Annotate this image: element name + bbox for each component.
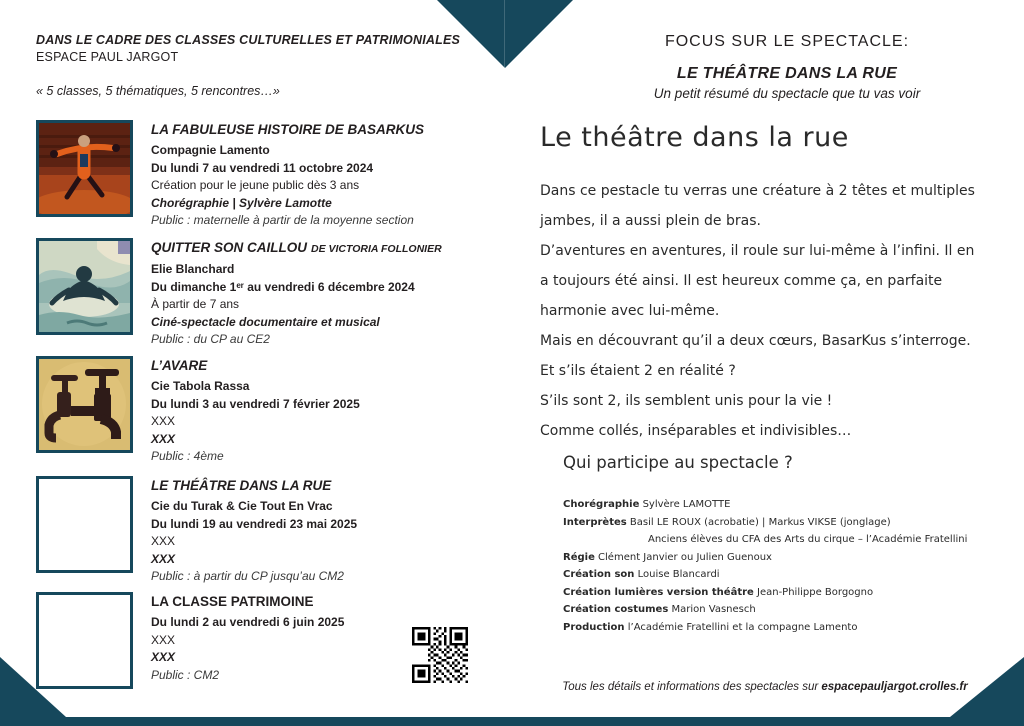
credit-line: Création costumes Marion Vasnesch	[563, 604, 756, 615]
show-dates: Du lundi 7 au vendredi 11 octobre 2024	[151, 160, 374, 175]
venue-name: ESPACE PAUL JARGOT	[36, 50, 179, 64]
description-paragraph: Comme collés, inséparables et indivisibles…	[540, 423, 852, 439]
show-details	[151, 238, 519, 349]
show-genre: XXX	[151, 551, 176, 566]
silhouette-illustration	[39, 241, 130, 332]
show-entry-theatre-dans-la-rue	[36, 476, 519, 586]
handwritten-title: Le théâtre dans la rue	[540, 122, 849, 153]
show-info: XXX	[151, 534, 176, 548]
footer-note	[540, 681, 990, 693]
show-title: LA FABULEUSE HISTOIRE DE BASARKUS	[151, 122, 425, 137]
show-company: Cie Tabola Rassa	[151, 379, 250, 393]
show-details	[151, 476, 519, 586]
show-genre: XXX	[151, 431, 176, 446]
website-url: espacepauljargot.crolles.fr	[821, 681, 968, 693]
participants-question: Qui participe au spectacle ?	[563, 453, 793, 472]
show-genre: Chorégraphie | Sylvère Lamotte	[151, 195, 332, 210]
show-thumbnail	[36, 238, 133, 335]
credit-line: Chorégraphie Sylvère LAMOTTE	[563, 499, 731, 510]
show-audience: Public : 4ème	[151, 449, 224, 463]
description-paragraph: Et s’ils étaient 2 en réalité ?	[540, 363, 736, 379]
show-entry-avare	[36, 356, 519, 466]
credit-line: Production l’Académie Fratellini et la compagne Lamento	[563, 621, 858, 633]
show-description	[540, 176, 985, 446]
show-title: L’AVARE	[151, 358, 208, 373]
show-dates: Du dimanche 1ᵉʳ au vendredi 6 décembre 2024	[151, 279, 415, 294]
show-audience: Public : maternelle à partir de la moyenne section	[151, 213, 414, 227]
empty-thumbnail-placeholder	[36, 592, 133, 689]
focus-label: FOCUS SUR LE SPECTACLE:	[664, 33, 910, 50]
fold-line	[504, 0, 505, 68]
show-audience: Public : à partir du CP jusqu’au CM2	[151, 569, 344, 583]
show-dates: Du lundi 2 au vendredi 6 juin 2025	[151, 615, 345, 629]
show-audience: Public : du CP au CE2	[151, 332, 270, 346]
show-info: XXX	[151, 632, 176, 647]
show-entry-quitter-son-caillou	[36, 238, 519, 349]
faucets-photo	[39, 359, 130, 450]
credit-line: Régie Clément Janvier ou Julien Guenoux	[563, 551, 772, 563]
credit-line: Création son Louise Blancardi	[563, 569, 720, 580]
show-company: Cie du Turak & Cie Tout En Vrac	[151, 499, 333, 513]
show-title: LA CLASSE PATRIMOINE	[151, 594, 314, 609]
show-entry-basarkus	[36, 120, 519, 230]
show-audience: Public : CM2	[151, 667, 220, 682]
empty-thumbnail-placeholder	[36, 476, 133, 573]
show-dates: Du lundi 3 au vendredi 7 février 2025	[151, 396, 360, 411]
credit-line: Anciens élèves du CFA des Arts du cirque – l’Académie Fratellini	[648, 534, 968, 545]
focus-subtitle: Un petit résumé du spectacle que tu vas voir	[653, 86, 921, 101]
show-thumbnail	[36, 356, 133, 453]
description-paragraph: Mais en découvrant qu’il a deux cœurs, BasarKus s’interroge.	[540, 333, 971, 349]
show-company: Elie Blanchard	[151, 262, 235, 276]
show-company: Compagnie Lamento	[151, 143, 270, 157]
credit-line: Création lumières version théâtre Jean-Philippe Borgogno	[563, 586, 874, 598]
show-info: À partir de 7 ans	[151, 297, 240, 311]
focus-header	[560, 33, 1014, 101]
show-genre: XXX	[151, 650, 176, 664]
show-info: XXX	[151, 414, 176, 428]
description-paragraph: Dans ce pestacle tu verras une créature à 2 têtes et multiples jambes, il a aussi plein de bras.	[540, 183, 975, 229]
show-details	[151, 120, 519, 230]
description-paragraph: S’ils sont 2, ils semblent unis pour la vie !	[540, 393, 833, 409]
show-details	[151, 356, 519, 466]
credits-list	[563, 496, 998, 636]
show-dates: Du lundi 19 au vendredi 23 mai 2025	[151, 516, 358, 531]
show-title: LE THÉÂTRE DANS LA RUE	[151, 478, 332, 493]
section-kicker: DANS LE CADRE DES CLASSES CULTURELLES ET PATRIMONIALES	[36, 33, 461, 47]
tagline: « 5 classes, 5 thématiques, 5 rencontres…»	[36, 84, 280, 98]
show-genre: Ciné-spectacle documentaire et musical	[151, 314, 380, 329]
show-thumbnail	[36, 120, 133, 217]
qr-code-image	[412, 626, 468, 684]
description-paragraph: D’aventures en aventures, il roule sur lui-même à l’infini. Il en a toujours été ainsi. Il est heureux comme ça, en parfaite harmonie avec lui-même.	[540, 243, 975, 319]
show-title: QUITTER SON CAILLOU DE VICTORIA FOLLONIER	[151, 240, 442, 255]
focus-show-title: LE THÉÂTRE DANS LA RUE	[676, 65, 898, 82]
bottom-accent-bar	[0, 717, 1024, 726]
credit-line: Interprètes Basil LE ROUX (acrobatie) | Markus VIKSE (jonglage)	[563, 516, 891, 528]
footer-text: Tous les détails et informations des spectacles sur	[562, 681, 822, 693]
qr-code	[412, 626, 468, 684]
show-info: Création pour le jeune public dès 3 ans	[151, 178, 360, 192]
dancer-photo	[39, 123, 130, 214]
